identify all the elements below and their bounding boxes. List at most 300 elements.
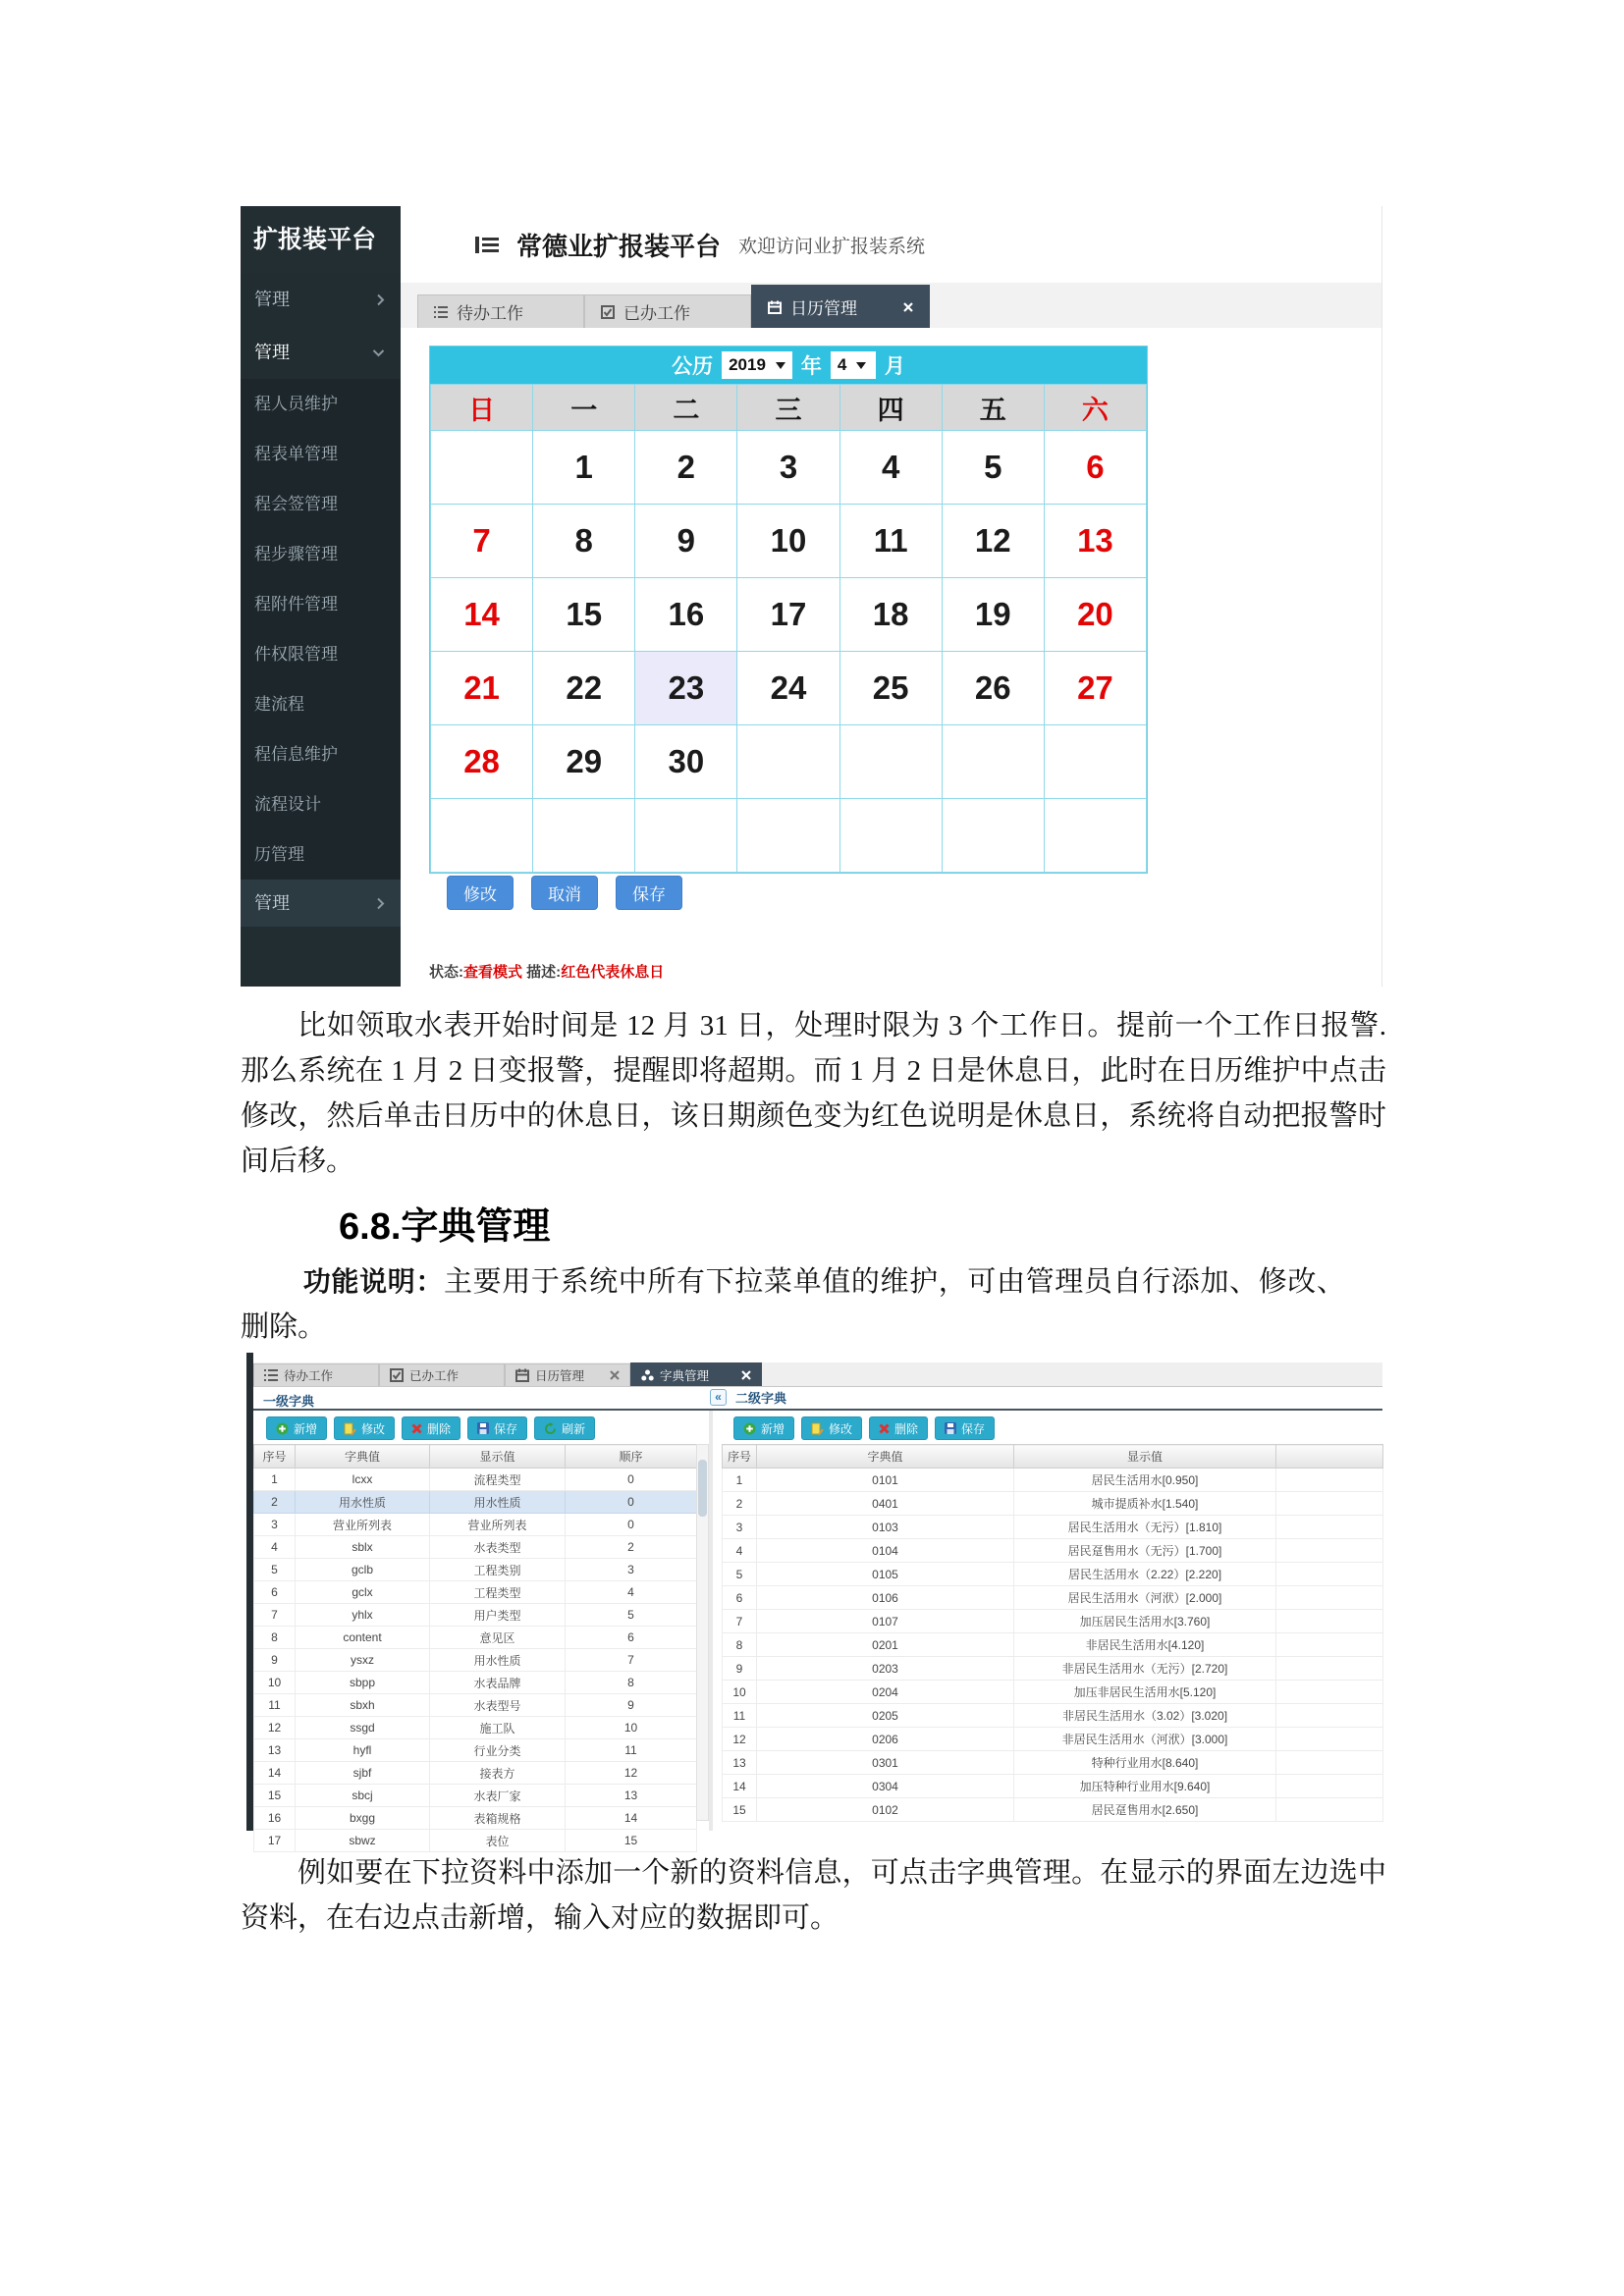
column-header[interactable]: 显示值	[1014, 1445, 1276, 1468]
screenshot-dictionary-management	[246, 1353, 1382, 1848]
sidebar-subitem[interactable]: 程会签管理	[241, 479, 401, 529]
sidebar-subitem[interactable]: 流程设计	[241, 779, 401, 829]
table-cell: 3	[566, 1559, 697, 1581]
column-header[interactable]: 序号	[723, 1445, 757, 1468]
toolbar-button[interactable]	[935, 1416, 995, 1440]
table-cell: 工程类别	[430, 1559, 566, 1581]
sidebar-subitem[interactable]: 程人员维护	[241, 379, 401, 429]
table-cell: bxgg	[296, 1807, 430, 1830]
table-row[interactable]	[254, 1468, 697, 1491]
table-cell: hyfl	[296, 1739, 430, 1762]
table-cell: sblx	[296, 1536, 430, 1559]
chevron-down-icon	[372, 348, 385, 357]
table-cell: 12	[254, 1717, 296, 1739]
sidebar	[241, 206, 401, 987]
calendar-day-cell[interactable]: 15	[533, 578, 635, 652]
calendar-day-cell	[431, 799, 533, 873]
table-cell	[1276, 1563, 1383, 1586]
function-note-label: 功能说明：	[302, 1266, 444, 1297]
column-header[interactable]: 显示值	[430, 1445, 566, 1468]
table-row[interactable]	[723, 1657, 1383, 1681]
table-cell: 0104	[757, 1539, 1014, 1563]
table-cell: 0	[566, 1468, 697, 1491]
calendar-day-cell[interactable]: 27	[1044, 652, 1146, 725]
table-row[interactable]	[254, 1649, 697, 1672]
toolbar-button-label: 保存	[494, 1421, 518, 1436]
secondary-dictionary-table	[722, 1444, 1382, 1822]
calendar-day-cell[interactable]: 13	[1044, 505, 1146, 578]
calendar-day-cell	[737, 799, 839, 873]
calendar-content	[401, 328, 1381, 987]
calendar-day-cell[interactable]: 8	[533, 505, 635, 578]
calendar-icon	[768, 300, 782, 314]
table-cell: 用户类型	[430, 1604, 566, 1627]
table-row[interactable]	[723, 1539, 1383, 1563]
table-cell: 用水性质	[296, 1491, 430, 1514]
chevron-right-icon	[376, 897, 385, 910]
app-header	[401, 206, 1381, 283]
table-cell: 水表型号	[430, 1694, 566, 1717]
table-row[interactable]	[723, 1586, 1383, 1610]
table-row[interactable]	[254, 1739, 697, 1762]
del-icon	[879, 1423, 890, 1434]
weekday-header: 六	[1044, 385, 1146, 431]
table-cell: 5	[566, 1604, 697, 1627]
calendar-day-cell[interactable]: 22	[533, 652, 635, 725]
calendar-icon	[515, 1368, 529, 1382]
table-cell: ysxz	[296, 1649, 430, 1672]
column-header[interactable]: 顺序	[566, 1445, 697, 1468]
calendar-day-cell[interactable]: 1	[533, 431, 635, 505]
table-cell	[1276, 1704, 1383, 1728]
main-area	[401, 206, 1382, 987]
table-cell	[1276, 1798, 1383, 1822]
column-header[interactable]: 字典值	[296, 1445, 430, 1468]
calendar-day-cell	[533, 799, 635, 873]
table-cell: 5	[254, 1559, 296, 1581]
action-button[interactable]: 修改	[447, 876, 514, 910]
calendar-day-cell[interactable]: 4	[839, 431, 942, 505]
table-cell: 14	[254, 1762, 296, 1785]
section-heading: 6.8.字典管理	[339, 1206, 551, 1248]
toolbar-button[interactable]	[801, 1416, 862, 1440]
table-cell: 1	[254, 1468, 296, 1491]
table-cell: 0103	[757, 1516, 1014, 1539]
calendar-day-cell[interactable]: 2	[635, 431, 737, 505]
table-cell: 城市提质补水[1.540]	[1014, 1492, 1276, 1516]
toolbar-button[interactable]	[467, 1416, 527, 1440]
sidebar-menu	[241, 273, 401, 927]
calendar-week-row	[431, 505, 1147, 578]
calendar-day-cell[interactable]: 30	[635, 725, 737, 799]
table-row[interactable]	[254, 1694, 697, 1717]
app-subtitle: 欢迎访问业扩报装系统	[738, 236, 926, 257]
refresh-icon	[544, 1422, 557, 1435]
nodes-icon	[641, 1369, 654, 1381]
toolbar-button[interactable]	[534, 1416, 595, 1440]
collapse-icon[interactable]: «	[710, 1389, 727, 1406]
table-cell: 0304	[757, 1775, 1014, 1798]
table-cell: 2	[254, 1491, 296, 1514]
calendar-day-cell[interactable]: 3	[737, 431, 839, 505]
sidebar-subitem[interactable]: 建流程	[241, 679, 401, 729]
table-cell: 0205	[757, 1704, 1014, 1728]
toolbar-button-label: 保存	[961, 1421, 986, 1436]
table-cell: 0102	[757, 1798, 1014, 1822]
table-cell: 非居民生活用水（河洑）[3.000]	[1014, 1728, 1276, 1751]
table-cell: 5	[723, 1563, 757, 1586]
sidebar-subitem[interactable]: 件权限管理	[241, 629, 401, 679]
table-cell: 加压居民生活用水[3.760]	[1014, 1610, 1276, 1633]
toolbar-button[interactable]	[869, 1416, 928, 1440]
table-row[interactable]	[254, 1581, 697, 1604]
table-row[interactable]	[723, 1775, 1383, 1798]
calendar-day-cell[interactable]: 12	[942, 505, 1044, 578]
calendar-day-cell[interactable]: 20	[1044, 578, 1146, 652]
screenshot-calendar-management	[241, 206, 1382, 987]
table-cell: 0204	[757, 1681, 1014, 1704]
calendar-day-cell[interactable]: 6	[1044, 431, 1146, 505]
body-paragraph	[241, 1259, 1345, 1350]
toolbar-button-label: 修改	[361, 1421, 386, 1436]
table-cell: 表箱规格	[430, 1807, 566, 1830]
table-cell: 接表方	[430, 1762, 566, 1785]
table-row[interactable]	[723, 1704, 1383, 1728]
table-row[interactable]	[254, 1514, 697, 1536]
table-cell: 11	[254, 1694, 296, 1717]
table-cell: 水表品牌	[430, 1672, 566, 1694]
dropdown-arrow-icon	[856, 362, 866, 369]
table-cell: 0105	[757, 1563, 1014, 1586]
year-unit: 年	[800, 355, 822, 378]
table-cell: 加压特种行业用水[9.640]	[1014, 1775, 1276, 1798]
close-icon[interactable]	[610, 1370, 620, 1380]
table-cell	[1276, 1775, 1383, 1798]
table-cell: 流程类型	[430, 1468, 566, 1491]
table-cell	[1276, 1492, 1383, 1516]
table-row[interactable]	[723, 1798, 1383, 1822]
calendar-day-cell[interactable]: 11	[839, 505, 942, 578]
weekday-header: 一	[533, 385, 635, 431]
tab-label: 待办工作	[284, 1369, 334, 1383]
table-row[interactable]	[254, 1604, 697, 1627]
calendar-day-cell[interactable]: 17	[737, 578, 839, 652]
sidebar-item[interactable]	[241, 880, 401, 927]
table-cell: lcxx	[296, 1468, 430, 1491]
column-header[interactable]	[1276, 1445, 1383, 1468]
calendar-day-cell	[737, 725, 839, 799]
table-cell: 17	[254, 1830, 296, 1852]
sidebar-subitem[interactable]: 程信息维护	[241, 729, 401, 779]
calendar-day-cell	[431, 431, 533, 505]
table-cell: 非居民生活用水[4.120]	[1014, 1633, 1276, 1657]
table-cell: sbwz	[296, 1830, 430, 1852]
calendar-week-row	[431, 578, 1147, 652]
table-cell: sjbf	[296, 1762, 430, 1785]
table-cell	[1276, 1728, 1383, 1751]
scrollbar[interactable]	[696, 1444, 709, 1821]
table-cell: content	[296, 1627, 430, 1649]
table-cell	[1276, 1468, 1383, 1492]
table-cell: 9	[723, 1657, 757, 1681]
app-title: 常德业扩报装平台	[516, 231, 722, 261]
table-row[interactable]	[723, 1468, 1383, 1492]
calendar-day-cell[interactable]: 26	[942, 652, 1044, 725]
weekday-header: 二	[635, 385, 737, 431]
table-cell: 0	[566, 1491, 697, 1514]
table-row[interactable]	[254, 1491, 697, 1514]
table-cell: sbpp	[296, 1672, 430, 1694]
toolbar-button[interactable]	[733, 1416, 794, 1440]
data-grid	[722, 1444, 1383, 1822]
calendar-day-cell	[1044, 725, 1146, 799]
calendar-day-cell[interactable]: 19	[942, 578, 1044, 652]
table-cell: 营业所列表	[296, 1514, 430, 1536]
calendar-day-cell[interactable]: 25	[839, 652, 942, 725]
weekday-header: 四	[839, 385, 942, 431]
tab-label: 日历管理	[790, 299, 857, 318]
calendar-day-cell[interactable]: 21	[431, 652, 533, 725]
tab[interactable]	[417, 294, 584, 328]
table-row[interactable]	[254, 1830, 697, 1852]
tab[interactable]	[379, 1363, 505, 1386]
table-cell: 水表厂家	[430, 1785, 566, 1807]
body-paragraph: 比如领取水表开始时间是 12 月 31 日，处理时限为 3 个工作日。提前一个工作日报警. 那么系统在 1 月 2 日变报警，提醒即将超期。而 1 月 2 日是休息日，此时在日历维护中点击修改，然后单击日历中的休息日，该日期颜色变为红色说明是休息日，系统将自动把报警时间后移。	[241, 1010, 1386, 1177]
table-cell: 4	[566, 1581, 697, 1604]
toolbar-button-label: 刷新	[562, 1421, 586, 1436]
table-cell: 14	[723, 1775, 757, 1798]
table-cell	[1276, 1610, 1383, 1633]
year-select[interactable]	[722, 351, 792, 379]
table-cell: 4	[723, 1539, 757, 1563]
table-cell: 6	[566, 1627, 697, 1649]
table-cell: 13	[254, 1739, 296, 1762]
table-cell: 非居民生活用水（3.02）[3.020]	[1014, 1704, 1276, 1728]
sidebar-subitem[interactable]: 程步骤管理	[241, 529, 401, 579]
table-cell: 13	[566, 1785, 697, 1807]
table-cell: 13	[723, 1751, 757, 1775]
table-cell: 3	[723, 1516, 757, 1539]
table-row[interactable]	[254, 1785, 697, 1807]
tab[interactable]	[253, 1363, 379, 1386]
calendar	[429, 346, 1148, 874]
sidebar-subitem[interactable]: 程表单管理	[241, 429, 401, 479]
tab[interactable]	[630, 1362, 762, 1386]
secondary-dictionary-panel	[713, 1411, 1382, 1831]
table-cell: 2	[723, 1492, 757, 1516]
sidebar-subitem[interactable]: 程附件管理	[241, 579, 401, 629]
table-cell: 0107	[757, 1610, 1014, 1633]
right-toolbar	[733, 1416, 995, 1440]
table-cell	[1276, 1751, 1383, 1775]
table-cell: 9	[566, 1694, 697, 1717]
edit-icon	[811, 1422, 824, 1435]
calendar-day-cell[interactable]: 28	[431, 725, 533, 799]
calendar-day-cell[interactable]: 23	[635, 652, 737, 725]
list-icon	[264, 1369, 278, 1381]
del-icon	[411, 1423, 422, 1434]
calendar-day-cell[interactable]: 7	[431, 505, 533, 578]
table-cell	[1276, 1657, 1383, 1681]
calendar-day-cell	[1044, 799, 1146, 873]
close-icon[interactable]	[741, 1370, 751, 1380]
left-panel-title: 一级字典	[263, 1394, 315, 1409]
table-cell: gclb	[296, 1559, 430, 1581]
save-icon	[477, 1422, 489, 1434]
status-line	[429, 961, 664, 982]
table-row[interactable]	[723, 1633, 1383, 1657]
tab-bar	[401, 283, 1381, 329]
scrollbar-thumb[interactable]	[698, 1460, 707, 1517]
tab[interactable]	[505, 1363, 630, 1386]
sidebar-item[interactable]	[241, 326, 401, 379]
action-button[interactable]: 取消	[531, 876, 598, 910]
table-row[interactable]	[254, 1807, 697, 1830]
table-cell: 居民趸售用水[2.650]	[1014, 1798, 1276, 1822]
table-cell: 8	[254, 1627, 296, 1649]
add-icon	[743, 1422, 756, 1435]
table-cell: 加压非居民生活用水[5.120]	[1014, 1681, 1276, 1704]
table-row[interactable]	[254, 1627, 697, 1649]
calendar-week-row	[431, 725, 1147, 799]
table-cell: 0201	[757, 1633, 1014, 1657]
sidebar-subitem[interactable]: 历管理	[241, 829, 401, 880]
table-cell: 10	[723, 1681, 757, 1704]
sidebar-item[interactable]	[241, 273, 401, 326]
table-cell: gclx	[296, 1581, 430, 1604]
calendar-day-cell[interactable]: 14	[431, 578, 533, 652]
table-cell: 表位	[430, 1830, 566, 1852]
primary-dictionary-table	[253, 1444, 696, 1852]
table-cell: 非居民生活用水（无污）[2.720]	[1014, 1657, 1276, 1681]
table-cell: 10	[254, 1672, 296, 1694]
table-cell: 居民生活用水（2.22）[2.220]	[1014, 1563, 1276, 1586]
table-cell: 居民生活用水（无污）[1.810]	[1014, 1516, 1276, 1539]
tab[interactable]	[751, 285, 930, 328]
calendar-day-cell	[635, 799, 737, 873]
table-cell: 9	[254, 1649, 296, 1672]
function-note-text: 主要用于系统中所有下拉菜单值的维护，可由管理员自行添加、修改、删除。	[241, 1266, 1345, 1343]
table-cell: 4	[254, 1536, 296, 1559]
table-row[interactable]	[254, 1536, 697, 1559]
table-cell: sbcj	[296, 1785, 430, 1807]
calendar-day-cell[interactable]: 9	[635, 505, 737, 578]
calendar-day-cell	[942, 725, 1044, 799]
calendar-day-cell[interactable]: 5	[942, 431, 1044, 505]
calendar-day-cell[interactable]: 10	[737, 505, 839, 578]
left-toolbar	[266, 1416, 595, 1440]
calendar-actions	[447, 876, 682, 910]
table-cell: 行业分类	[430, 1739, 566, 1762]
table-row[interactable]	[254, 1762, 697, 1785]
toolbar-button-label: 新增	[294, 1421, 318, 1436]
toolbar-button[interactable]	[266, 1416, 327, 1440]
table-cell: sbxh	[296, 1694, 430, 1717]
table-cell: 意见区	[430, 1627, 566, 1649]
table-cell: 2	[566, 1536, 697, 1559]
table-row[interactable]	[254, 1672, 697, 1694]
table-row[interactable]	[723, 1610, 1383, 1633]
hamburger-icon[interactable]	[475, 236, 499, 254]
table-cell: 0203	[757, 1657, 1014, 1681]
table-row[interactable]	[723, 1681, 1383, 1704]
table-row[interactable]	[723, 1751, 1383, 1775]
table-cell: 12	[566, 1762, 697, 1785]
table-row[interactable]	[723, 1516, 1383, 1539]
calendar-day-cell[interactable]: 29	[533, 725, 635, 799]
table-cell: 1	[723, 1468, 757, 1492]
table-cell: yhlx	[296, 1604, 430, 1627]
table-cell: 特种行业用水[8.640]	[1014, 1751, 1276, 1775]
table-cell: 10	[566, 1717, 697, 1739]
tab[interactable]	[584, 294, 751, 328]
status-text: 状态:	[429, 964, 463, 981]
column-header[interactable]: 序号	[254, 1445, 296, 1468]
table-cell: 14	[566, 1807, 697, 1830]
status-text: 红色代表休息日	[561, 964, 665, 981]
table-cell: 用水性质	[430, 1649, 566, 1672]
table-cell: ssgd	[296, 1717, 430, 1739]
sidebar-item-label: 管理	[254, 290, 290, 309]
month-select[interactable]	[831, 351, 876, 379]
tab-label: 已办工作	[623, 304, 690, 323]
table-row[interactable]	[723, 1728, 1383, 1751]
table-cell: 7	[723, 1610, 757, 1633]
toolbar-button[interactable]	[402, 1416, 460, 1440]
tab-label: 待办工作	[457, 304, 523, 323]
body-paragraph: 例如要在下拉资料中添加一个新的资料信息，可点击字典管理。在显示的界面左边选中资料，在右边点击新增，输入对应的数据即可。	[241, 1857, 1386, 1934]
action-button[interactable]: 保存	[616, 876, 682, 910]
table-row[interactable]	[254, 1717, 697, 1739]
table-cell: 8	[723, 1633, 757, 1657]
tab-label: 日历管理	[535, 1369, 585, 1383]
toolbar-button-label: 修改	[829, 1421, 853, 1436]
table-cell: 6	[723, 1586, 757, 1610]
edit-icon	[344, 1422, 356, 1435]
save-icon	[945, 1422, 956, 1434]
table-cell: 7	[566, 1649, 697, 1672]
data-grid	[253, 1444, 697, 1852]
month-value: 4	[837, 355, 847, 374]
weekday-header: 五	[942, 385, 1044, 431]
calendar-day-cell	[942, 799, 1044, 873]
table-cell: 用水性质	[430, 1491, 566, 1514]
table-row[interactable]	[723, 1492, 1383, 1516]
app-logo: 扩报装平台	[241, 206, 401, 273]
table-cell: 0206	[757, 1728, 1014, 1751]
table-cell: 0106	[757, 1586, 1014, 1610]
table-cell: 15	[566, 1830, 697, 1852]
table-cell: 11	[566, 1739, 697, 1762]
table-row[interactable]	[723, 1563, 1383, 1586]
calendar-day-cell[interactable]: 16	[635, 578, 737, 652]
calendar-day-cell[interactable]: 18	[839, 578, 942, 652]
table-cell: 工程类型	[430, 1581, 566, 1604]
column-header[interactable]: 字典值	[757, 1445, 1014, 1468]
calendar-day-cell[interactable]: 24	[737, 652, 839, 725]
close-icon[interactable]	[903, 302, 913, 312]
weekday-header: 三	[737, 385, 839, 431]
list-icon	[434, 306, 448, 318]
table-row[interactable]	[254, 1559, 697, 1581]
table-cell: 7	[254, 1604, 296, 1627]
toolbar-button-label: 新增	[761, 1421, 785, 1436]
era-label: 公历	[672, 355, 714, 378]
table-cell: 居民生活用水[0.950]	[1014, 1468, 1276, 1492]
check-icon	[601, 305, 615, 319]
toolbar-button[interactable]	[334, 1416, 395, 1440]
table-cell: 水表类型	[430, 1536, 566, 1559]
